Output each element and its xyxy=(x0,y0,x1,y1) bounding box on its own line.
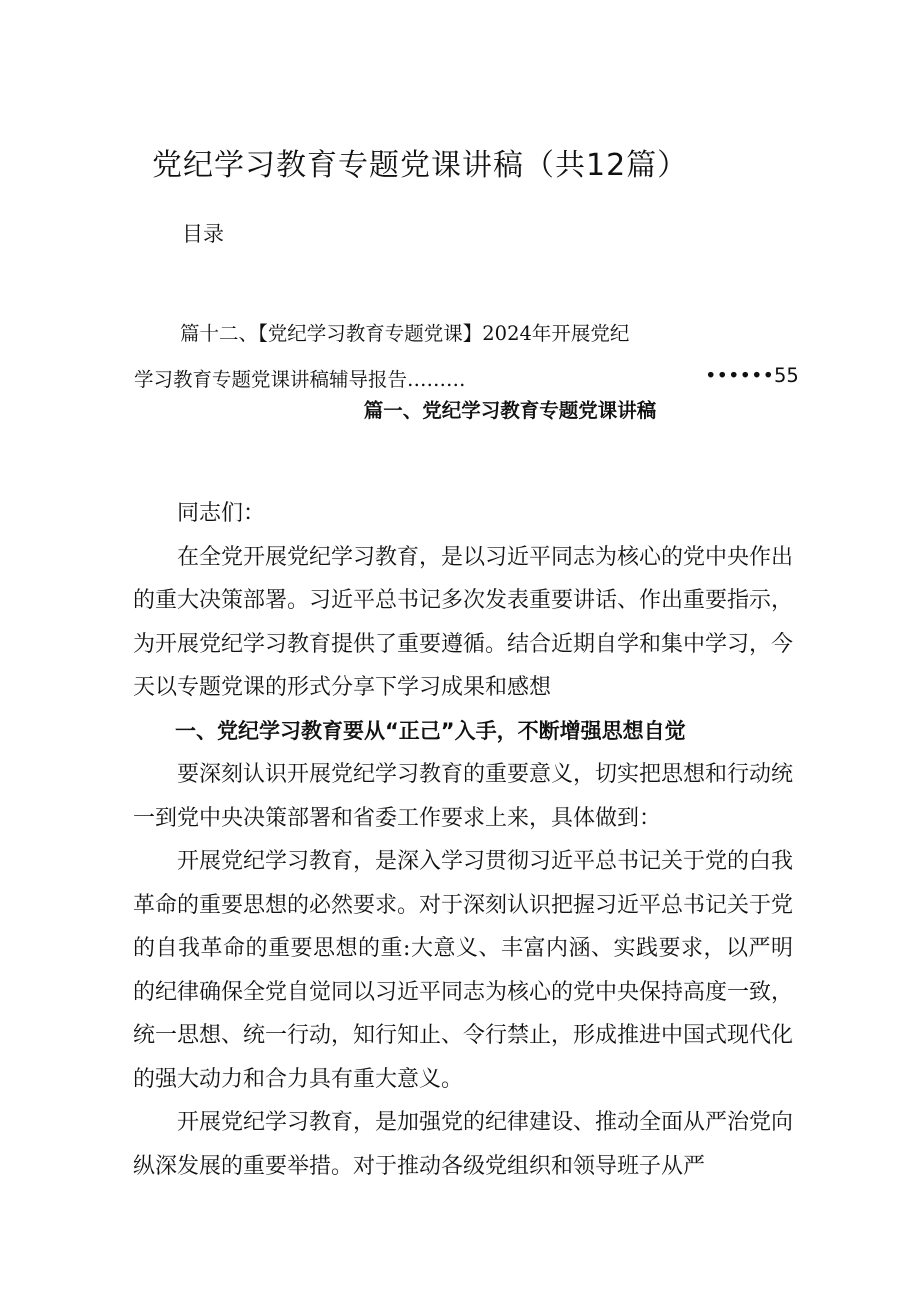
toc-entry-line2[interactable]: 学习教育专题党课讲稿辅导报告……… xyxy=(134,368,466,391)
body-text xyxy=(133,492,793,1188)
paragraph-4: 开展党纪学习教育，是加强党的纪律建设、推动全面从严治党向纵深发展的重要举措。对于推动各级党组织和领导班子从严 xyxy=(133,1110,794,1179)
toc-label: 目录 xyxy=(182,222,224,246)
paragraph-1: 在全党开展党纪学习教育，是以习近平同志为核心的党中央作出的重大决策部署。习近平总书记多次发表重要讲话、作出重要指示，为开展党纪学习教育提供了重要遵循。结合近期自学和集中学习，今天以专题党课的形式分享下学习成果和感想 xyxy=(133,544,794,700)
greeting: 同志们： xyxy=(177,501,266,526)
paragraph-3: 开展党纪学习教育，是深入学习贯彻习近平总书记关于党的白我革命的重要思想的必然要求。对于深刻认识把握习近平总书记关于党的自我革命的重要思想的重:大意义、丰富内涵、实践要求，以严明的纪律确保全党自觉同以习近平同志为核心的党中央保持高度一致，统一思想、统一行动，知行知止、令行禁止，形成推进中国式现代化的强大动力和合力具有重大意义。 xyxy=(133,849,794,1092)
document-title: 党纪学习教育专题党课讲稿（共12篇） xyxy=(152,148,689,183)
subheading-1: 一、党纪学习教育要从“正己”入手，不断增强思想自觉 xyxy=(175,718,686,743)
toc-entry-page[interactable]: ••••••55 xyxy=(705,364,799,387)
paragraph-2: 要深刻认识开展党纪学习教育的重要意义，切实把思想和行动统一到党中央决策部署和省委工作要求上来，具体做到： xyxy=(133,762,794,831)
section-heading xyxy=(0,395,920,423)
section-heading-text: 篇一、党纪学习教育专题党课讲稿 xyxy=(363,399,657,422)
toc-entry-line1[interactable]: 篇十二、【党纪学习教育专题党课】2024年开展党纪 xyxy=(180,322,630,345)
